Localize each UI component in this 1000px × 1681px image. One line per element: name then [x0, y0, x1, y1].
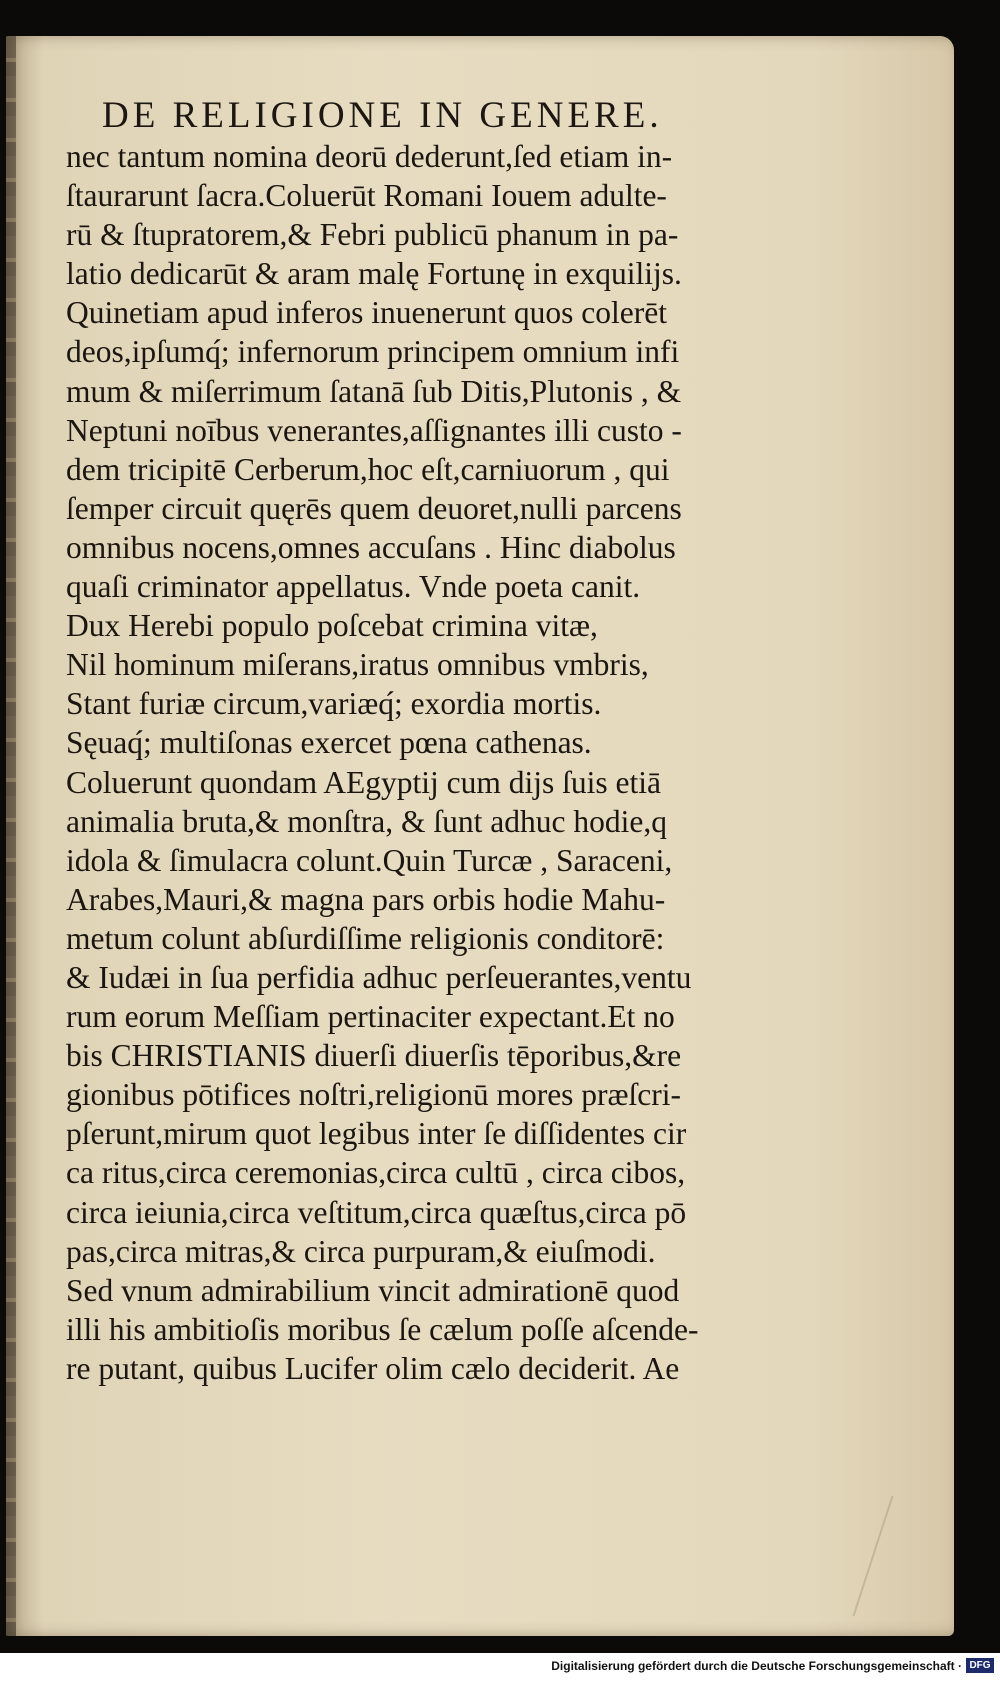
- digitization-footer: [0, 1653, 1000, 1681]
- text-line: Sęuaq́; multiſonas exercet pœna cathenas.: [66, 725, 592, 761]
- text-line: deos,ipſumq́; infernorum principem omnium infi: [66, 334, 680, 370]
- text-line: pas,circa mitras,& circa purpuram,& eiuſmodi.: [66, 1233, 656, 1269]
- text-line: Dux Herebi populo poſcebat crimina vitæ,: [66, 608, 598, 644]
- text-line: bis CHRISTIANIS diuerſi diuerſis tēporibus,&re: [66, 1038, 682, 1074]
- text-line: rū & ſtupratorem,& Febri publicū phanum in pa-: [66, 217, 679, 253]
- text-line: re putant, quibus Lucifer olim cælo deciderit. Ae: [66, 1350, 680, 1386]
- text-line: animalia bruta,& monſtra, & ſunt adhuc hodie,q: [66, 803, 667, 839]
- text-line: rum eorum Meſſiam pertinaciter expectant.Et no: [66, 999, 675, 1035]
- running-header: DE RELIGIONE IN GENERE.: [102, 95, 663, 136]
- text-line: Sed vnum admirabilium vincit admirationē quod: [66, 1272, 680, 1308]
- binding-gutter: [6, 36, 16, 1636]
- dfg-logo-icon: DFG: [966, 1658, 994, 1673]
- text-line: illi his ambitioſis moribus ſe cælum poſſe aſcende-: [66, 1311, 699, 1347]
- text-line: Nil hominum miſerans,iratus omnibus vmbris,: [66, 647, 649, 683]
- text-line: Quinetiam apud inferos inuenerunt quos colerēt: [66, 295, 667, 331]
- text-line: gionibus pōtifices noſtri,religionū mores præſcri-: [66, 1077, 682, 1113]
- text-line: & Iudæi in ſua perfidia adhuc perſeuerantes,ventu: [66, 959, 692, 995]
- text-line: Stant furiæ circum,variæq́; exordia mortis.: [66, 686, 602, 722]
- body-text: [66, 137, 826, 1388]
- text-line: Arabes,Mauri,& magna pars orbis hodie Mahu-: [66, 881, 666, 917]
- text-line: nec tantum nomina deorū dederunt,ſed etiam in-: [66, 139, 673, 174]
- text-line: dem tricipitē Cerberum,hoc eſt,carniuorum , qui: [66, 451, 670, 487]
- text-line: ſtaurarunt ſacra.Coluerūt Romani Iouem adulte-: [66, 178, 667, 214]
- text-line: quaſi criminator appellatus. Vnde poeta canit.: [66, 569, 641, 605]
- text-line: circa ieiunia,circa veſtitum,circa quæſtus,circa pō: [66, 1194, 687, 1230]
- text-line: Coluerunt quondam AEgyptij cum dijs ſuis etiā: [66, 764, 661, 800]
- text-line: idola & ſimulacra colunt.Quin Turcæ , Saraceni,: [66, 842, 673, 878]
- text-line: mum & miſerrimum ſatanā ſub Ditis,Plutonis , &: [66, 373, 682, 409]
- text-line: ſemper circuit quęrēs quem deuoret,nulli parcens: [66, 490, 682, 526]
- funding-credit: Digitalisierung gefördert durch die Deutsche Forschungsgemeinschaft ·: [551, 1659, 962, 1673]
- text-line: latio dedicarūt & aram malę Fortunę in exquilijs.: [66, 256, 682, 292]
- text-line: ca ritus,circa ceremonias,circa cultū , circa cibos,: [66, 1155, 686, 1191]
- text-line: Neptuni noībus venerantes,aſſignantes illi custo -: [66, 412, 682, 448]
- page-corner-fold: [853, 1496, 934, 1616]
- text-line: omnibus nocens,omnes accuſans . Hinc diabolus: [66, 529, 676, 565]
- text-line: pſerunt,mirum quot legibus inter ſe diſſidentes cir: [66, 1116, 687, 1152]
- text-line: metum colunt abſurdiſſime religionis conditorē:: [66, 920, 665, 956]
